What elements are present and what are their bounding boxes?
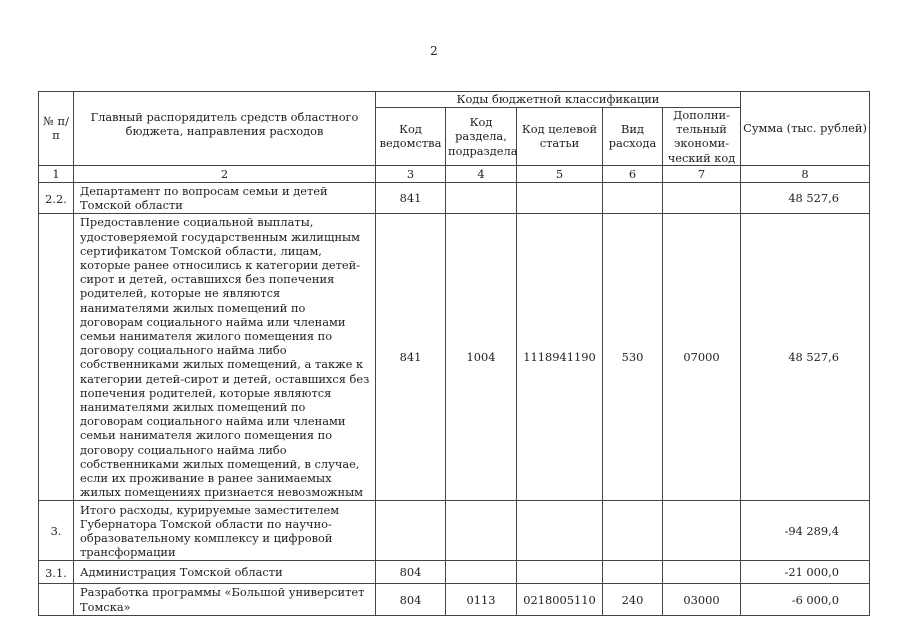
- column-index: 4: [446, 165, 517, 182]
- row-expense-type: 240: [603, 584, 663, 615]
- row-num: 3.1.: [39, 561, 74, 584]
- header-dept-code: Код ведомства: [376, 108, 446, 166]
- header-target-code: Код целевой статьи: [517, 108, 603, 166]
- row-num: 3.: [39, 501, 74, 561]
- row-extra-code: [663, 501, 741, 561]
- row-extra-code: 03000: [663, 584, 741, 615]
- row-expense-type: [603, 183, 663, 214]
- row-expense-type: [603, 561, 663, 584]
- row-target-code: [517, 183, 603, 214]
- row-section-code: [446, 183, 517, 214]
- table-row: [39, 214, 870, 501]
- row-dept-code: 841: [376, 183, 446, 214]
- row-dept-code: [376, 501, 446, 561]
- row-name: Итого расходы, курируемые заместителем Губернатора Томской области по научно-образовательному комплексу и цифровой трансформации: [74, 501, 376, 561]
- row-extra-code: [663, 561, 741, 584]
- row-sum: 48 527,6: [741, 214, 870, 501]
- column-index: 2: [74, 165, 376, 182]
- row-target-code: 1118941190: [517, 214, 603, 501]
- table-row: [39, 584, 870, 615]
- page-number: 2: [430, 44, 438, 58]
- row-num: [39, 214, 74, 501]
- column-index: 7: [663, 165, 741, 182]
- header-sum: Сумма (тыс. рублей): [741, 92, 870, 166]
- row-name: Разработка программы «Большой университет Томска»: [74, 584, 376, 615]
- row-dept-code: 804: [376, 561, 446, 584]
- row-name: Администрация Томской области: [74, 561, 376, 584]
- row-sum: -21 000,0: [741, 561, 870, 584]
- header-extra-code: Дополни-тельный экономи-ческий код: [663, 108, 741, 166]
- header-name: Главный распорядитель средств областного бюджета, направления расходов: [74, 92, 376, 166]
- row-dept-code: 804: [376, 584, 446, 615]
- row-target-code: [517, 501, 603, 561]
- column-index: 3: [376, 165, 446, 182]
- header-codes-group: Коды бюджетной классификации: [376, 92, 741, 108]
- row-sum: -94 289,4: [741, 501, 870, 561]
- row-num: [39, 584, 74, 615]
- row-section-code: 1004: [446, 214, 517, 501]
- header-expense-type: Вид расхода: [603, 108, 663, 166]
- row-section-code: [446, 501, 517, 561]
- row-sum: 48 527,6: [741, 183, 870, 214]
- row-expense-type: [603, 501, 663, 561]
- table-row: [39, 561, 870, 584]
- row-section-code: [446, 561, 517, 584]
- column-index: 6: [603, 165, 663, 182]
- row-sum: -6 000,0: [741, 584, 870, 615]
- column-index-row: [39, 165, 870, 182]
- row-section-code: 0113: [446, 584, 517, 615]
- row-expense-type: 530: [603, 214, 663, 501]
- row-name: Предоставление социальной выплаты, удостоверяемой государственным жилищным сертификатом Томской области, лицам, которые ранее относились к категории детей-сирот и детей, оставшихся без попечения родителей, которые не являются нанимателями жилых помещений по договорам социального найма или членами семьи нанимателя жилого помещения по договору социального найма либо собственниками жилых помещений, а также к категории детей-сирот и детей, оставшихся без попечения родителей, которые являются нанимателями жилых помещений по договорам социального найма или членами семьи нанимателя жилого помещения по договору социального найма либо собственниками жилых помещений, в случае, если их проживание в ранее занимаемых жилых помещениях признается невозможным: [74, 214, 376, 501]
- column-index: 5: [517, 165, 603, 182]
- row-extra-code: 07000: [663, 214, 741, 501]
- column-index: 1: [39, 165, 74, 182]
- row-target-code: 0218005110: [517, 584, 603, 615]
- header-section-code: Код раздела, подраздела: [446, 108, 517, 166]
- row-num: 2.2.: [39, 183, 74, 214]
- table-row: [39, 501, 870, 561]
- column-index: 8: [741, 165, 870, 182]
- row-extra-code: [663, 183, 741, 214]
- budget-table: [38, 91, 870, 616]
- row-dept-code: 841: [376, 214, 446, 501]
- row-name: Департамент по вопросам семьи и детей Томской области: [74, 183, 376, 214]
- header-num: № п/п: [39, 92, 74, 166]
- table-row: [39, 183, 870, 214]
- row-target-code: [517, 561, 603, 584]
